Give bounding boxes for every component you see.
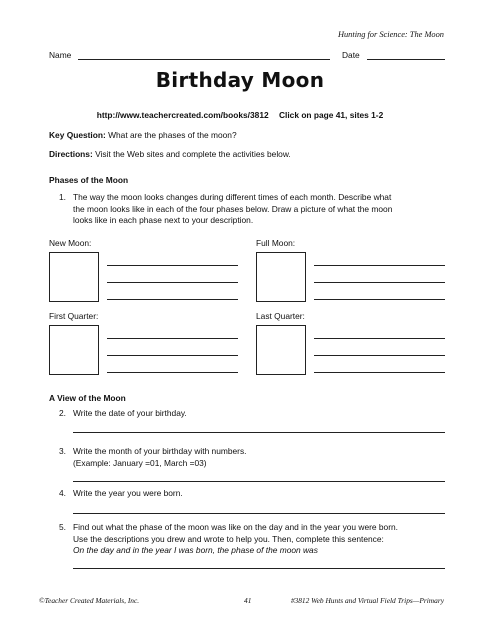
last-quarter-drawing-box[interactable]: [256, 325, 306, 375]
first-quarter-line-2[interactable]: [107, 355, 238, 356]
running-header: Hunting for Science: The Moon: [337, 30, 444, 39]
question-5-line-3: On the day and in the year I was born, the phase of the moon was: [73, 545, 318, 555]
question-3-number: 3.: [59, 446, 66, 456]
date-field[interactable]: [367, 59, 445, 60]
full-moon-line-1[interactable]: [314, 265, 445, 266]
question-5-number: 5.: [59, 522, 66, 532]
question-5-line-2: Use the descriptions you drew and wrote to help you. Then, complete this sentence:: [73, 533, 384, 544]
item-1-line-2: the moon looks like in each of the four phases below. Draw a picture of what the moon: [73, 203, 393, 214]
question-2-text: Write the date of your birthday.: [73, 408, 187, 418]
date-label: Date: [342, 50, 360, 60]
item-1: [59, 192, 392, 227]
key-question-label: Key Question:: [49, 130, 106, 140]
section-heading-view: A View of the Moon: [49, 393, 126, 403]
item-1-line-1: The way the moon looks changes during different times of each month. Describe what: [73, 192, 392, 202]
directions-text: Visit the Web sites and complete the activities below.: [95, 149, 291, 159]
new-moon-line-2[interactable]: [107, 282, 238, 283]
last-quarter-line-1[interactable]: [314, 338, 445, 339]
site-url[interactable]: http://www.teachercreated.com/books/3812: [96, 110, 269, 120]
first-quarter-line-1[interactable]: [107, 338, 238, 339]
first-quarter-drawing-box[interactable]: [49, 325, 99, 375]
question-2-number: 2.: [59, 408, 66, 418]
footer-page-number: 41: [244, 596, 252, 605]
new-moon-drawing-box[interactable]: [49, 252, 99, 302]
site-instruction: Click on page 41, sites 1-2: [278, 110, 384, 120]
new-moon-line-1[interactable]: [107, 265, 238, 266]
question-3-line-2: (Example: January =01, March =03): [73, 457, 207, 468]
full-moon-label: Full Moon:: [256, 238, 296, 248]
question-3: [59, 446, 246, 469]
question-3-line-1: Write the month of your birthday with numbers.: [73, 446, 247, 456]
full-moon-drawing-box[interactable]: [256, 252, 306, 302]
question-5: [59, 522, 398, 557]
name-field[interactable]: [78, 59, 330, 60]
key-question: [49, 130, 237, 140]
url-line: [0, 110, 480, 120]
question-4: [59, 488, 183, 498]
directions: [49, 149, 291, 159]
full-moon-line-3[interactable]: [314, 299, 445, 300]
footer-book-title: #3812 Web Hunts and Virtual Field Trips—Primary: [290, 596, 444, 605]
first-quarter-line-3[interactable]: [107, 372, 238, 373]
question-4-answer-line[interactable]: [73, 513, 445, 514]
question-4-text: Write the year you were born.: [73, 488, 183, 498]
new-moon-line-3[interactable]: [107, 299, 238, 300]
section-heading-phases: Phases of the Moon: [49, 175, 129, 185]
name-label: Name: [49, 50, 72, 60]
item-1-number: 1.: [59, 192, 66, 202]
item-1-line-3: looks like in each phase next to your description.: [73, 215, 254, 225]
key-question-text: What are the phases of the moon?: [108, 130, 237, 140]
footer-copyright: ©Teacher Created Materials, Inc.: [39, 596, 140, 605]
question-3-answer-line[interactable]: [73, 481, 445, 482]
last-quarter-label: Last Quarter:: [256, 311, 305, 321]
last-quarter-line-2[interactable]: [314, 355, 445, 356]
directions-label: Directions:: [49, 149, 93, 159]
question-2-answer-line[interactable]: [73, 432, 445, 433]
new-moon-label: New Moon:: [49, 238, 92, 248]
page-title: Birthday Moon: [155, 68, 325, 92]
question-5-answer-line[interactable]: [73, 568, 445, 569]
question-5-line-1: Find out what the phase of the moon was like on the day and in the year you were born.: [73, 522, 398, 532]
last-quarter-line-3[interactable]: [314, 372, 445, 373]
full-moon-line-2[interactable]: [314, 282, 445, 283]
question-4-number: 4.: [59, 488, 66, 498]
first-quarter-label: First Quarter:: [49, 311, 99, 321]
question-2: [59, 408, 187, 418]
